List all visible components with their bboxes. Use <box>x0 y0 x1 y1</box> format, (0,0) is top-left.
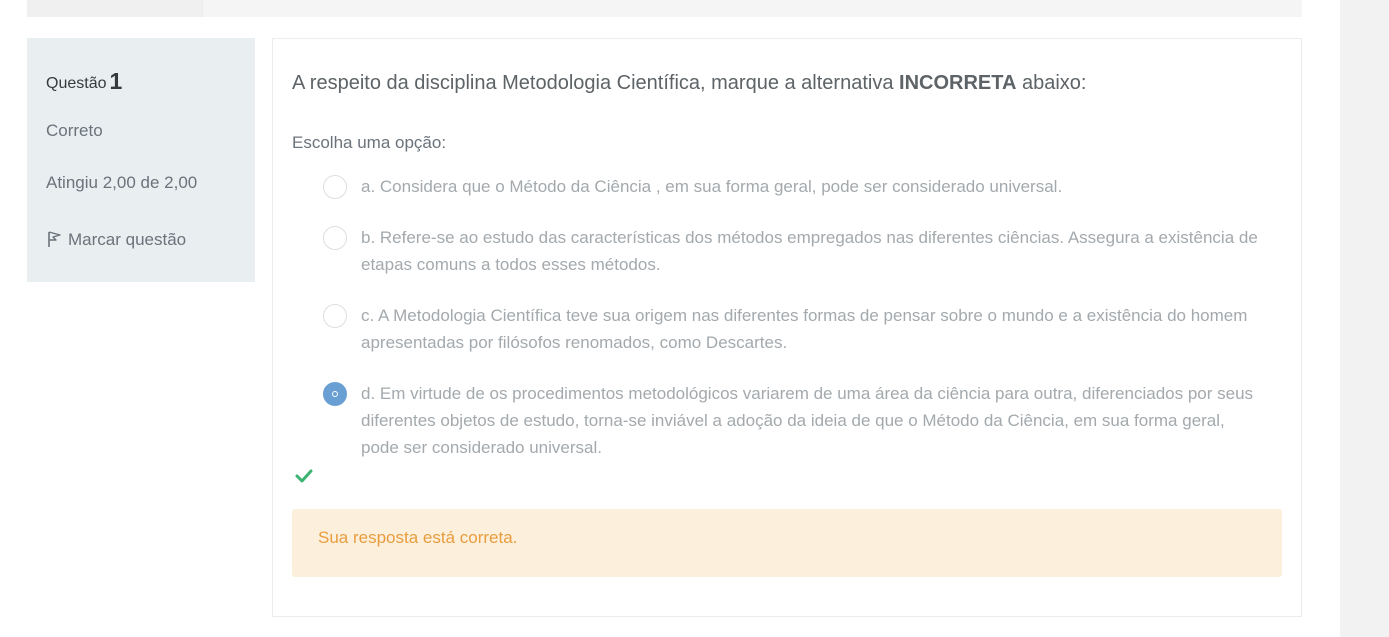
right-drawer-gutter <box>1340 0 1389 637</box>
flag-question-label: Marcar questão <box>68 229 187 249</box>
top-bar-segment <box>27 0 203 17</box>
question-text <box>292 72 1086 95</box>
question-number-heading <box>46 67 122 94</box>
correct-check-icon <box>295 469 313 488</box>
question-number: 1 <box>109 68 123 94</box>
feedback-box <box>292 509 1282 577</box>
radio-option-d-selected[interactable] <box>323 382 347 406</box>
answer-option-label[interactable]: b. Refere-se ao estudo das características dos métodos empregados nas diferentes ciências. Assegura a existência de etapas comuns a todos esses métodos. <box>361 228 1258 274</box>
question-text-emphasis: INCORRETA <box>899 72 1017 94</box>
question-grade: Atingiu 2,00 de 2,00 <box>46 173 198 192</box>
flag-icon <box>46 226 68 253</box>
top-navigation-bar <box>27 0 1302 17</box>
radio-option-a[interactable] <box>323 175 347 199</box>
answer-prompt: Escolha uma opção: <box>292 133 447 152</box>
answer-option-label[interactable]: d. Em virtude de os procedimentos metodológicos variarem de uma área da ciência para outra, diferenciados por seus diferentes objetos de estudo, torna-se inviável a adoção da ideia de que o Método da Ciência, em sua forma geral, pode ser considerado universal. <box>361 384 1254 457</box>
question-label: Questão <box>46 75 107 92</box>
question-info-panel <box>27 38 255 282</box>
radio-option-c[interactable] <box>323 304 347 328</box>
radio-option-b[interactable] <box>323 226 347 250</box>
question-text-start: A respeito da disciplina Metodologia Científica, marque a alternativa <box>292 72 900 94</box>
flag-question-link[interactable] <box>46 226 186 253</box>
question-state: Correto <box>46 121 103 140</box>
answer-option-label[interactable]: c. A Metodologia Científica teve sua origem nas diferentes formas de pensar sobre o mundo e a existência do homem apresentadas por filósofos renomados, como Descartes. <box>361 306 1248 352</box>
question-content <box>272 38 1302 617</box>
feedback-text: Sua resposta está correta. <box>318 528 518 547</box>
question-text-end: abaixo: <box>1016 72 1087 94</box>
answer-option-label[interactable]: a. Considera que o Método da Ciência , em sua forma geral, pode ser considerado universal. <box>361 177 1063 196</box>
